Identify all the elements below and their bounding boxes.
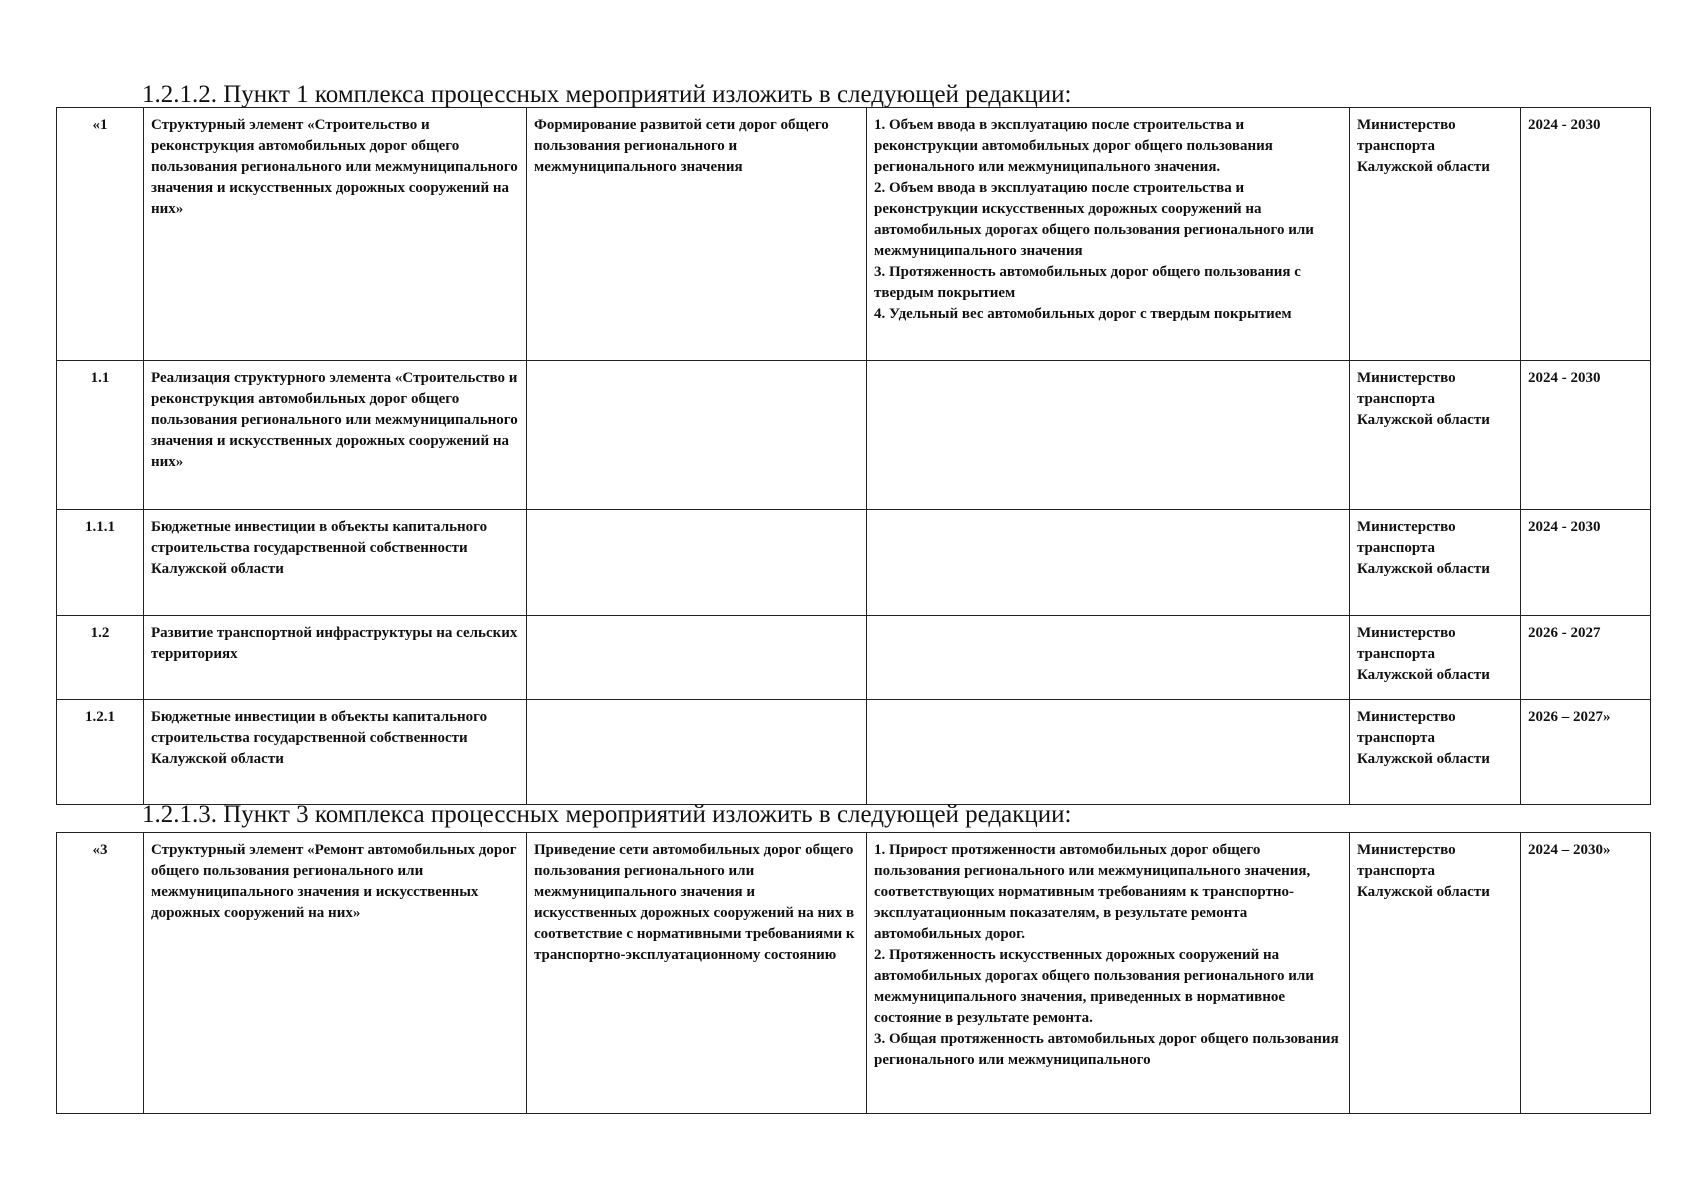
- implementation-period: 2026 - 2027: [1521, 616, 1651, 700]
- responsible-body: Министерство транспорта Калужской области: [1350, 700, 1521, 805]
- task-description: Приведение сети автомобильных дорог общего пользования регионального или межмуниципального значения и искусственных дорожных сооружений на них в соответствие с нормативными требованиями к транспортно-эксплуатационному состоянию: [527, 833, 867, 1114]
- implementation-period: 2024 – 2030»: [1521, 833, 1651, 1114]
- task-description: [527, 616, 867, 700]
- implementation-period: 2026 – 2027»: [1521, 700, 1651, 805]
- table-row: [57, 108, 1651, 361]
- row-number: «3: [57, 833, 144, 1114]
- implementation-period: 2024 - 2030: [1521, 361, 1651, 510]
- responsible-body: Министерство транспорта Калужской области: [1350, 108, 1521, 361]
- responsible-body: Министерство транспорта Калужской области: [1350, 361, 1521, 510]
- section-heading-1-2-1-3: 1.2.1.3. Пункт 3 комплекса процессных мероприятий изложить в следующей редакции:: [142, 801, 1072, 828]
- table-row: [57, 361, 1651, 510]
- element-name: Развитие транспортной инфраструктуры на сельских территориях: [144, 616, 527, 700]
- row-number: «1: [57, 108, 144, 361]
- implementation-period: 2024 - 2030: [1521, 108, 1651, 361]
- table-row: [57, 833, 1651, 1114]
- row-number: 1.1: [57, 361, 144, 510]
- task-description: Формирование развитой сети дорог общего пользования регионального и межмуниципального значения: [527, 108, 867, 361]
- section-heading-1-2-1-2: 1.2.1.2. Пункт 1 комплекса процессных мероприятий изложить в следующей редакции:: [142, 81, 1072, 108]
- responsible-body: Министерство транспорта Калужской области: [1350, 616, 1521, 700]
- element-name: Структурный элемент «Строительство и реконструкция автомобильных дорог общего пользования регионального или межмуниципального значения и искусственных дорожных сооружений на них»: [144, 108, 527, 361]
- indicators: [867, 361, 1350, 510]
- table-row: [57, 700, 1651, 805]
- indicators: 1. Объем ввода в эксплуатацию после строительства и реконструкции автомобильных дорог общего пользования регионального или межмуниципального значения. 2. Объем ввода в эксплуатацию после строительства и реконструкции искусственных дорожных сооружений на автомобильных дорогах общего пользования регионального или межмуниципального значения 3. Протяженность автомобильных дорог общего пользования с твердым покрытием 4. Удельный вес автомобильных дорог с твердым покрытием: [867, 108, 1350, 361]
- task-description: [527, 700, 867, 805]
- activities-table-item-3: [56, 832, 1651, 1114]
- table-row: [57, 616, 1651, 700]
- responsible-body: Министерство транспорта Калужской области: [1350, 833, 1521, 1114]
- indicators: [867, 510, 1350, 616]
- activities-table-item-1: [56, 107, 1651, 805]
- table-row: [57, 510, 1651, 616]
- task-description: [527, 361, 867, 510]
- element-name: Бюджетные инвестиции в объекты капитального строительства государственной собственности Калужской области: [144, 510, 527, 616]
- element-name: Структурный элемент «Ремонт автомобильных дорог общего пользования регионального или межмуниципального значения и искусственных дорожных сооружений на них»: [144, 833, 527, 1114]
- row-number: 1.2.1: [57, 700, 144, 805]
- element-name: Реализация структурного элемента «Строительство и реконструкция автомобильных дорог общего пользования регионального или межмуниципального значения и искусственных дорожных сооружений на них»: [144, 361, 527, 510]
- indicators: [867, 616, 1350, 700]
- indicators: [867, 700, 1350, 805]
- task-description: [527, 510, 867, 616]
- row-number: 1.1.1: [57, 510, 144, 616]
- indicators: 1. Прирост протяженности автомобильных дорог общего пользования регионального или межмуниципального значения, соответствующих нормативным требованиям к транспортно-эксплуатационным показателям, в результате ремонта автомобильных дорог. 2. Протяженность искусственных дорожных сооружений на автомобильных дорогах общего пользования регионального или межмуниципального значения, приведенных в нормативное состояние в результате ремонта. 3. Общая протяженность автомобильных дорог общего пользования регионального или межмуниципального: [867, 833, 1350, 1114]
- element-name: Бюджетные инвестиции в объекты капитального строительства государственной собственности Калужской области: [144, 700, 527, 805]
- row-number: 1.2: [57, 616, 144, 700]
- responsible-body: Министерство транспорта Калужской области: [1350, 510, 1521, 616]
- implementation-period: 2024 - 2030: [1521, 510, 1651, 616]
